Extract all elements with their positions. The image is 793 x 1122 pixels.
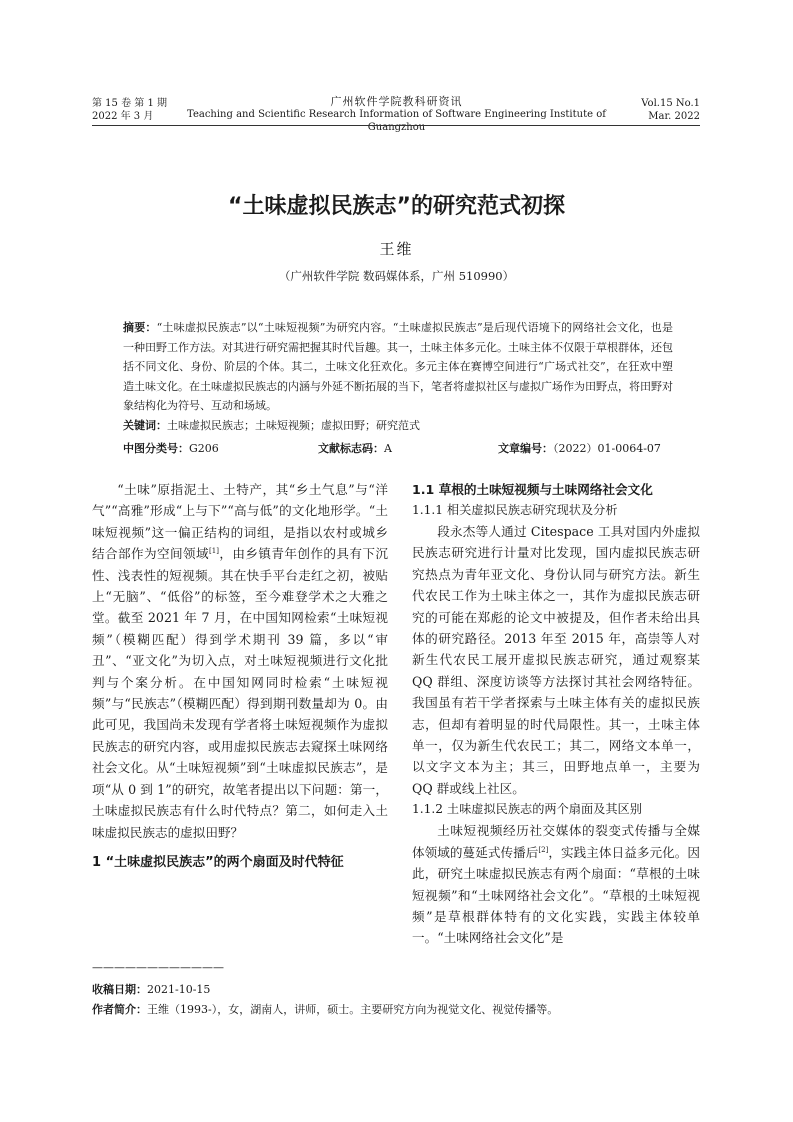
subsubsection-heading-1-1-1: 1.1.1 相关虚拟民族志研究现状及分析 [412,503,618,517]
article-number [498,440,661,456]
journal-name-cn: 广州软件学院教科研资讯 [330,95,463,108]
paragraph-intro-part1: “土味”原指泥土、土特产，其“乡土气息”与“洋气”“高雅”形成“上与下”“高与低”的文化地形学。“土味短视频”这一偏正结构的词组，是指以农村或城乡结合部作为空间领域 [92,482,388,562]
paragraph-two-facets-part2: ，实践主体日益多元化。因此，研究土味虚拟民族志有两个扇面：“草根的土味短视频”和“土味网络社会文化”。“草根的土味短视频”是草根群体特有的文化实践，实践主体较单一。“土味网络社会文化”是 [412,844,701,946]
journal-name-en: Teaching and Scientific Research Information of Software Engineering Institute of Guangzhou [187,109,606,133]
volume-issue-en [600,97,700,123]
author-bio [92,1000,558,1020]
paragraph-intro-part2: ，由乡镇青年创作的具有下沉性、浅表性的短视频。其在快手平台走红之初，被贴上“无脑”、“低俗”的标签，至今难登学术之大雅之堂。截至 2021 年 7 月，在中国知网检索“土味短视频”（模糊匹配）得到学术期刊 39 篇，多以“审丑”、“亚文化”为切入点，对土味短视频进行文化批判与个案分析。在中国知网同时检索“土味短视频”与“民族志”（模糊匹配）得到期刊数量却为 0。由此可见，我国尚未发现有学者将土味短视频作为虚拟民族志的研究内容，或用虚拟民族志去窥探土味网络社会文化。从“土味短视频”到“土味虚拟民族志”，是项“从 0 到 1”的研究，故笔者提出以下问题：第一，土味虚拟民族志有什么时代特点？第二，如何走入土味虚拟民族志的虚拟田野？ [92,546,389,840]
journal-name [180,95,613,134]
document-code [318,440,392,456]
keywords [123,416,673,436]
received-date-value: 2021-10-15 [147,983,211,996]
section-heading-1: 1 “土味虚拟民族志”的两个扇面及时代特征 [92,854,344,870]
clc-number [123,440,219,456]
citation-ref-2: [2] [538,845,549,854]
paragraph-two-facets-part1: 土味短视频经历社交媒体的裂变式传播与全媒体领域的蔓延式传播后 [412,823,700,860]
issue-date: Mar. 2022 [648,111,700,122]
article-number-value: （2022）01-0064-07 [553,442,661,455]
abstract [123,318,673,436]
subsubsection-heading-1-1-2: 1.1.2 土味虚拟民族志的两个扇面及其区别 [412,802,642,817]
date-cn: 2022 年 3 月 [92,111,154,122]
volume-issue-cn: 第 15 卷 第 1 期 [92,98,167,109]
subsection-heading-1-1: 1.1 草根的土味短视频与土味网络社会文化 [412,482,653,497]
received-date [92,980,210,1000]
clc-value: G206 [189,442,219,455]
footnote-rule: ———————————— [92,961,224,974]
volume-issue [92,97,167,123]
citation-ref-1: [1] [209,547,219,556]
article-number-label: 文章编号： [498,442,553,455]
keywords-text: 土味虚拟民族志；土味短视频；虚拟田野；研究范式 [167,418,420,432]
document-code-label: 文献标志码： [318,442,384,455]
article-title: “土味虚拟民族志”的研究范式初探 [228,194,565,219]
abstract-text: “土味虚拟民族志”以“土味短视频”为研究内容。“土味虚拟民族志”是后现代语境下的网络社会文化，也是一种田野工作方法。对其进行研究需把握其时代旨趣。其一，土味主体多元化。土味主体不仅限于草根群体，还包括不同文化、身份、阶层的个体。其二，土味文化狂欢化。多元主体在赛博空间进行“广场式社交”，在狂欢中塑造土味文化。在土味虚拟民族志的内涵与外延不断拓展的当下，笔者将虚拟社区与虚拟广场作为田野点，将田野对象结构化为符号、互动和场域。 [123,321,673,413]
left-column [92,479,388,873]
keywords-label: 关键词： [123,418,167,432]
header-rule [92,125,700,126]
author-bio-label: 作者简介： [92,1003,147,1016]
received-date-label: 收稿日期： [92,983,147,996]
paragraph-intro [92,479,388,843]
volume-number: Vol.15 No.1 [641,98,700,109]
right-column [412,479,700,949]
paragraph-research-status: 段永杰等人通过 Citespace 工具对国内外虚拟民族志研究进行计量对比发现，国内虚拟民族志研究热点为青年亚文化、身份认同与研究方法。新生代农民工作为土味主体之一，其作为虚拟民族志研究的可能在郑彪的论文中被提及，但作者未给出具体的研究路径。2013 年至 2015 年，高崇等人对新生代农民工展开虚拟民族志研究，通过观察某 QQ 群组、深度访谈等方法探讨其社会网络特征。我国虽有若干学者探索与土味主体有关的虚拟民族志，但却有着明显的时代局限性。其一，土味主体单一，仅为新生代农民工；其二，网络文本单一，以文字文本为主；其三，田野地点单一，主要为 QQ 群或线上社区。 [412,524,700,796]
author-name: 王维 [379,240,414,258]
abstract-label: 摘要： [123,321,157,334]
author-bio-text: 王维（1993-），女，湖南人，讲师，硕士。主要研究方向为视觉文化、视觉传播等。 [147,1003,559,1016]
paragraph-two-facets [412,820,700,948]
document-code-value: A [384,442,392,455]
author-affiliation: （广州软件学院 数码媒体系，广州 510990） [278,269,515,283]
clc-label: 中图分类号： [123,442,189,455]
